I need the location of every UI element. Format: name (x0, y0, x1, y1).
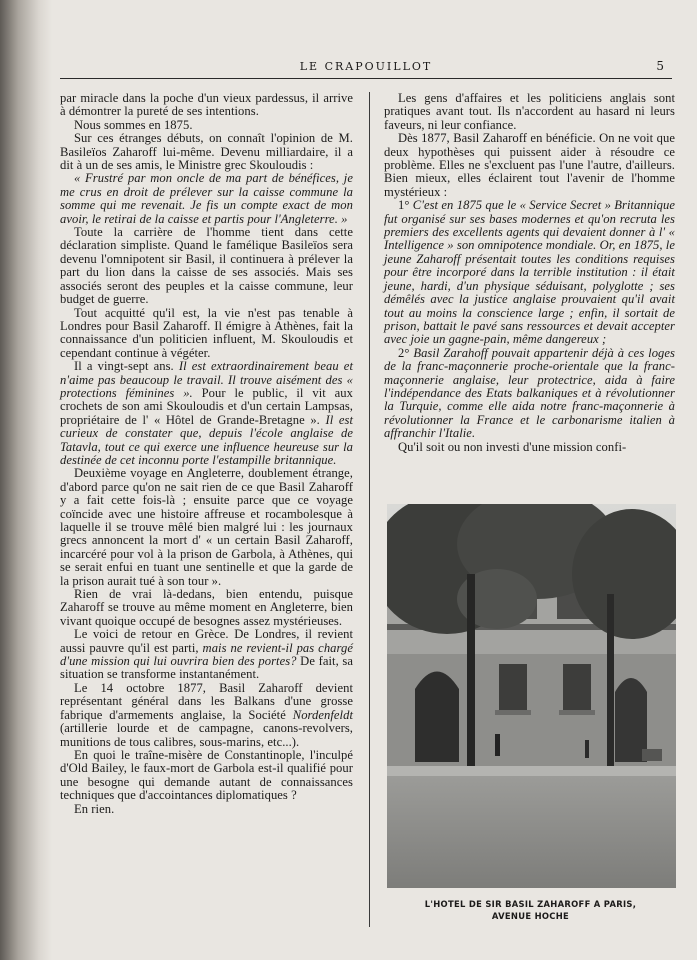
paragraph: Tout acquitté qu'il est, la vie n'est pas tenable à Londres pour Basil Zaharoff. Il émigre à Athènes, fait la connaissance d'un politicien influent, M. Skouloudis et cependant continue à végéter. (60, 305, 353, 360)
paragraph: Qu'il soit ou non investi d'une mission confi- (398, 439, 627, 454)
italic-run: Basil Zarahoff pouvait appartenir déjà à ces loges de la franc-maçonnerie proche-orientale que la franc-maçonnerie anglaise, leur protectrice, aida à faire l'indépendance des Etats balkaniques et à révolutionner la Turquie, comme elle aida notre franc-maçonnerie à révolutionner la France et le carbonarisme italien à affranchir l'Italie. (384, 345, 675, 441)
paragraph: par miracle dans la poche d'un vieux pardessus, il arrive à démontrer la pureté de ses intentions. (60, 91, 353, 119)
text-run: Le voici de retour en Grèce. De Londres, il revient aussi pauvre qu'il est parti, (60, 627, 353, 655)
text-run: De fait, sa situation se transforme instantanément. (60, 654, 354, 682)
paragraph (60, 682, 353, 749)
paragraph (384, 347, 675, 441)
right-column (384, 92, 675, 482)
column-divider (369, 92, 370, 927)
text-run: Le 14 octobre 1877, Basil Zaharoff devient représentant général dans les Balkans d'une grosse fabrique d'armements anglaise, la Société (60, 680, 353, 722)
text-run: (artillerie lourde et de campagne, canons-revolvers, munitions de tous calibres, sous-marins, etc...). (60, 721, 353, 749)
italic-run: mais ne revient-il pas chargé d'une mission qui lui ouvrira bien des portes? (60, 640, 353, 669)
paragraph: En rien. (74, 801, 115, 816)
quotation-text: « Frustré par mon oncle de ma part de bénéfices, je me crus en droit de prélever sur la caisse commune la somme qui me revenait. Je fis un compte exact de mon avoir, le retirai de la caisse et partis pour l'Angleterre. » (60, 171, 353, 226)
photo-caption (384, 898, 677, 922)
paragraph: En quoi le traîne-misère de Constantinople, l'inculpé d'Old Bailey, le faux-mort de Garbola est-il qualifié pour une besogne qui demande autant de connaissances techniques que d'accointances diplomatiques ? (60, 747, 353, 803)
paragraph (384, 199, 675, 346)
text-run: 2° (398, 345, 414, 360)
paragraph: Toute la carrière de l'homme tient dans cette déclaration simpliste. Quand le famélique Basileïos sera devenu l'omnipotent sir Basil, il continuera à prélever la part du lion dans la caisse de ses associés. Mais ses associés seront des peuples et la caisse commune, leur budget de guerre. (60, 225, 353, 307)
text-run: Il a vingt-sept ans. (74, 359, 179, 374)
paragraph: Nous sommes en 1875. (74, 117, 193, 132)
caption-line: L'HOTEL DE SIR BASIL ZAHAROFF A PARIS, (424, 899, 637, 909)
left-column (60, 92, 353, 932)
italic-run: Il est extraordinairement beau et n'aime pas beaucoup le travail. Il trouve aisément des « protections féminines ». (60, 359, 354, 400)
paragraph: Dès 1877, Basil Zaharoff en bénéficie. On ne voit que deux hypothèses qui puissent aider à résoudre ce problème. Elles ne s'excluent pas l'une l'autre, d'ailleurs. Bien mieux, elles éclairent tout l'avenir de l'homme mystérieux : (384, 131, 675, 199)
paragraph: Les gens d'affaires et les politiciens anglais sont pratiques avant tout. Ils n'accordent au hasard ni leurs faveurs, ni leur confiance. (384, 91, 675, 132)
photo-illustration (387, 504, 676, 888)
italic-run: Il est curieux de constater que, depuis l'école anglaise de Tatavla, tout ce qui exerce une influence heureuse sur la destinée de cet inconnu porte l'estampille britannique. (60, 412, 353, 467)
running-header (60, 56, 672, 79)
page-binding-shadow (0, 0, 52, 960)
page-number: 5 (656, 59, 664, 73)
running-title: LE CRAPOUILLOT (299, 60, 433, 73)
paragraph (60, 628, 353, 682)
caption-line: AVENUE HOCHE (491, 911, 570, 921)
paragraph: Deuxième voyage en Angleterre, doublement étrange, d'abord parce qu'on ne sait rien de ce que Basil Zaharoff y a fait cette fois-là ; ensuite parce que ce voyage coïncide avec une histoire affreuse et rocambolesque à laquelle il se trouve mêlé bien malgré lui : les journaux grecs annoncent la mort d' « un certain Basil Zaharoff, incarcéré pour vol à la prison de Garbola, à Athènes, qui se serait enfui en tuant une sentinelle et que la garde de la prison aurait tué à son tour ». (60, 466, 353, 588)
text-run: 1° (398, 198, 413, 213)
quotation (60, 172, 353, 226)
hotel-photograph (387, 504, 676, 888)
text-run: Pour le public, il vit aux crochets de son ami Skouloudis et d'un certain Lampsas, propriétaire de l' « Hôtel de Grande-Bretagne ». (60, 385, 353, 427)
paragraph: Sur ces étranges débuts, on connaît l'opinion de M. Basileïos Zaharoff lui-même. Devenu milliardaire, il a dit à un de ses amis, le Ministre grec Skouloudis : (60, 131, 353, 173)
paragraph: Rien de vrai là-dedans, bien entendu, puisque Zaharoff se trouve au même moment en Angleterre, bien vivant quoique occupé de besognes assez mystérieuses. (60, 587, 353, 628)
italic-run: Nordenfeldt (292, 707, 353, 722)
paragraph (60, 360, 353, 467)
italic-run: C'est en 1875 que le « Service Secret » Britannique fut organisé sur ses bases modernes et qu'on recruta les premiers des excellents agents qui devaient donner à l' « Intelligence » son omnipotence mondiale. Or, en 1875, le jeune Zaharoff présentait toutes les conditions requises pour être incorporé dans la terrible institution : il était jeune, hardi, d'un physique séduisant, polyglotte ; ses démêlés avec la justice anglaise prouvaient qu'il avait tout au moins la conscience large ; enfin, il sortait de prison, battait le pavé sans ressources et devait accepter avec joie un gagne-pain, même dangereux ; (384, 198, 675, 347)
